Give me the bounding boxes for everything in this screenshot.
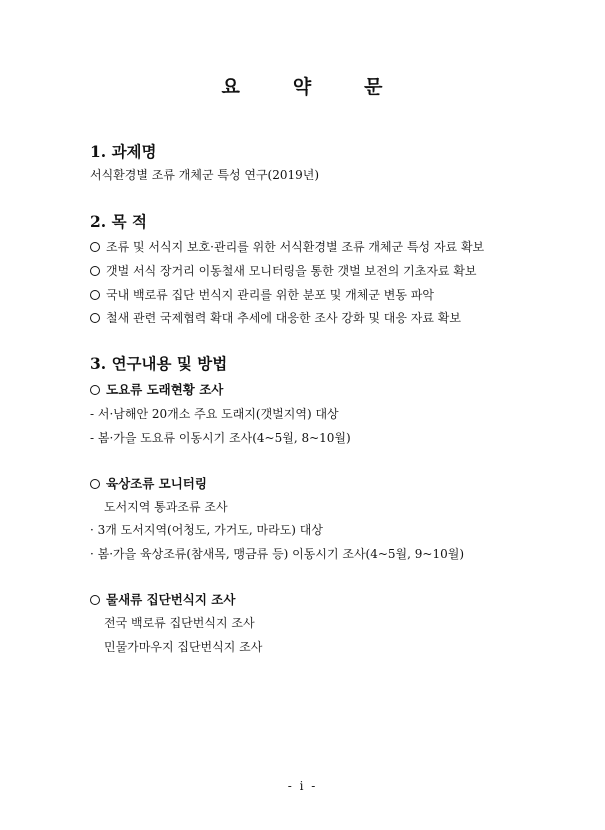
section-3-heading: 3. 연구내용 및 방법: [90, 354, 228, 373]
objective-item: [90, 286, 434, 303]
page-title: [0, 72, 605, 99]
project-name-text: 서식환경별 조류 개체군 특성 연구(2019년): [90, 168, 320, 182]
title-char: 요: [221, 76, 241, 98]
circle-bullet-icon: [90, 595, 100, 605]
circle-bullet-icon: [90, 290, 100, 300]
title-char: 약: [292, 76, 313, 98]
subsection-title: [90, 474, 207, 492]
content-line: 전국 백로류 집단번식지 조사: [104, 616, 255, 630]
circle-bullet-icon: [90, 313, 100, 323]
content-line: 도서지역 통과조류 조사: [104, 500, 228, 514]
objective-item: [90, 309, 461, 326]
content-line: 민물가마우지 집단번식지 조사: [104, 640, 263, 654]
content-line: · 3개 도서지역(어청도, 가거도, 마라도) 대상: [90, 523, 323, 537]
objective-text: 갯벌 서식 장거리 이동철새 모니터링을 통한 갯벌 보전의 기초자료 확보: [106, 264, 477, 278]
section-2-heading: 2. 목 적: [90, 212, 147, 231]
objective-item: [90, 238, 484, 255]
objective-text: 국내 백로류 집단 번식지 관리를 위한 분포 및 개체군 변동 파악: [106, 288, 434, 302]
circle-bullet-icon: [90, 385, 100, 395]
page-number: - i -: [287, 779, 318, 793]
subsection-title: [90, 590, 235, 608]
subsection-title-text: 도요류 도래현황 조사: [106, 382, 224, 397]
subsection-title: [90, 380, 223, 398]
content-line: - 서·남해안 20개소 주요 도래지(갯벌지역) 대상: [90, 407, 339, 421]
content-line: · 봄·가을 육상조류(참새목, 맹금류 등) 이동시기 조사(4~5월, 9~10월): [90, 547, 464, 561]
content-line: - 봄·가을 도요류 이동시기 조사(4~5월, 8~10월): [90, 431, 351, 445]
subsection-title-text: 물새류 집단번식지 조사: [106, 592, 236, 607]
section-1-heading: 1. 과제명: [90, 142, 157, 161]
title-char: 문: [364, 76, 384, 98]
circle-bullet-icon: [90, 242, 100, 252]
objective-text: 조류 및 서식지 보호·관리를 위한 서식환경별 조류 개체군 특성 자료 확보: [106, 240, 485, 254]
subsection-title-text: 육상조류 모니터링: [106, 476, 207, 491]
circle-bullet-icon: [90, 479, 100, 489]
circle-bullet-icon: [90, 266, 100, 276]
objective-item: [90, 262, 477, 279]
objective-text: 철새 관련 국제협력 확대 추세에 대응한 조사 강화 및 대응 자료 확보: [106, 311, 461, 325]
